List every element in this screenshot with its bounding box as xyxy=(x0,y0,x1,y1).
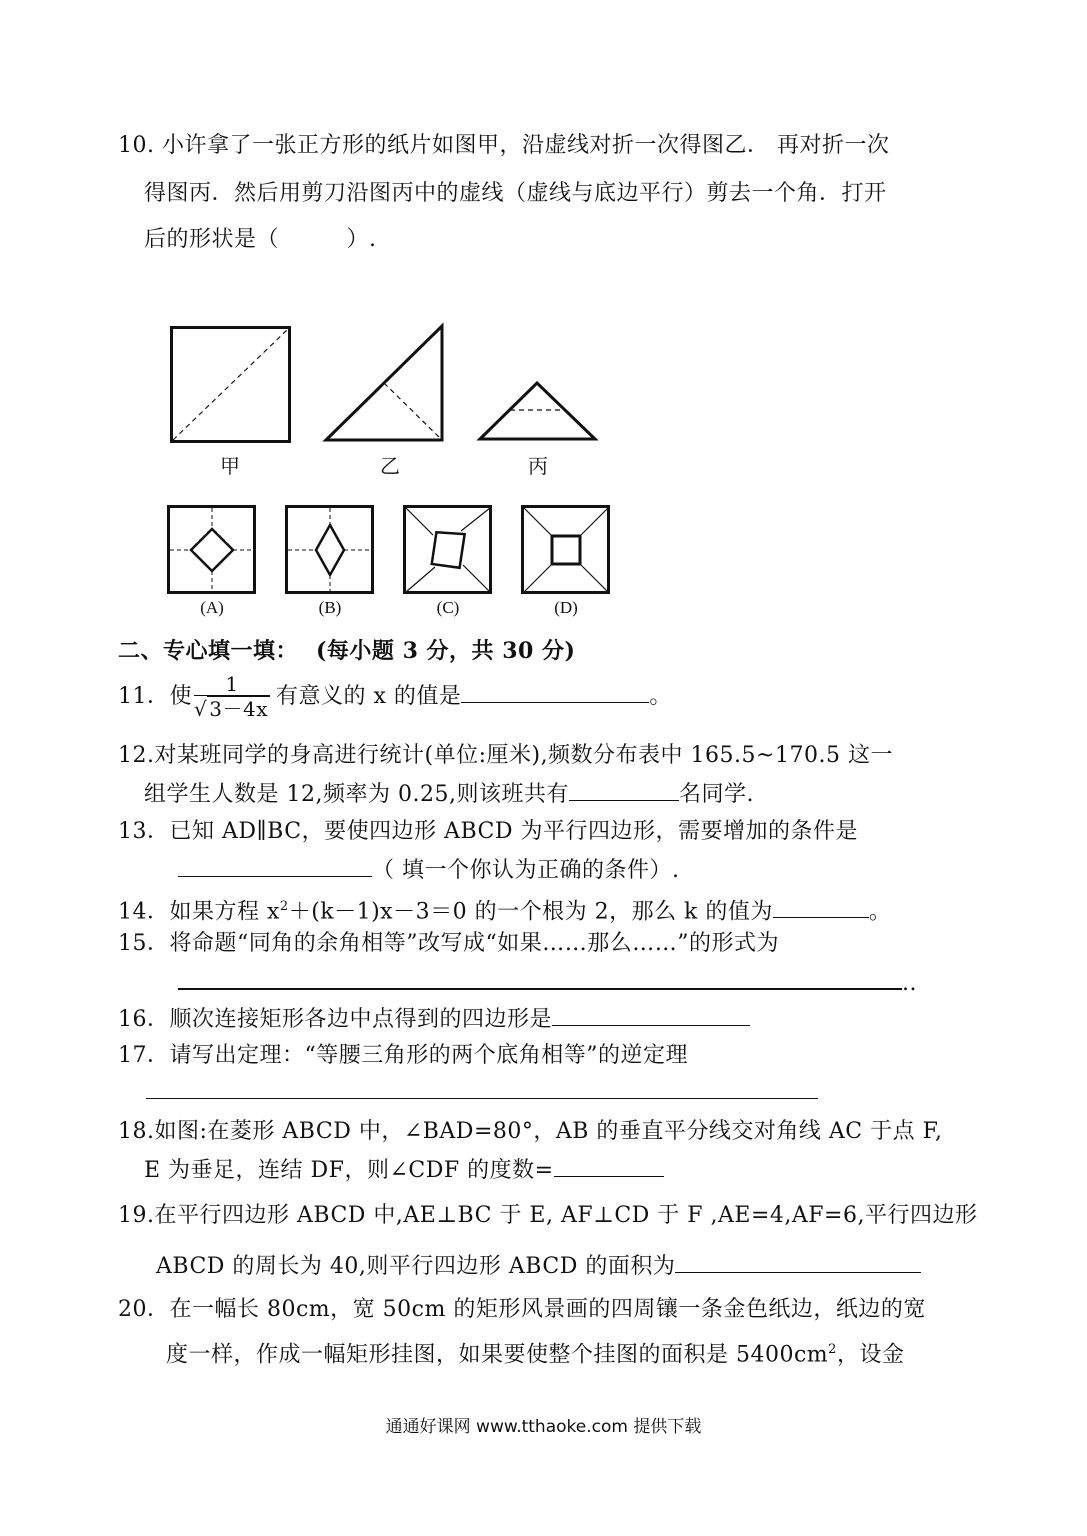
q20-line-2b: ，设金 xyxy=(836,1342,905,1368)
section-heading xyxy=(118,637,575,665)
figure-bing xyxy=(478,380,598,442)
q17-line-2 xyxy=(146,1078,818,1107)
option-d-label: (D) xyxy=(554,598,578,617)
q18-answer-blank[interactable] xyxy=(554,1156,664,1177)
option-b-figure xyxy=(285,505,375,595)
q15-answer-blank[interactable] xyxy=(178,968,902,990)
figure-yi xyxy=(324,324,446,444)
q13-line-2-text: （ 填一个你认为正确的条件）. xyxy=(372,858,680,883)
q17-answer-blank[interactable] xyxy=(146,1078,818,1099)
q18-line-2 xyxy=(144,1156,664,1185)
page-footer: 通通好课网 www.tthaoke.com 提供下载 xyxy=(385,1417,702,1437)
figure-label-jia: 甲 xyxy=(220,454,240,478)
q10-line-1: 10. 小许拿了一张正方形的纸片如图甲，沿虚线对折一次得图乙． 再对折一次 xyxy=(118,133,890,158)
q14-superscript: 2 xyxy=(279,899,289,914)
q12-line-1: 12.对某班同学的身高进行统计(单位:厘米),频数分布表中 165.5~170.5 这一 xyxy=(118,743,893,768)
q11-pre: 使 xyxy=(169,684,193,709)
q19-line-1: 19.在平行四边形 ABCD 中,AE⊥BC 于 E, AF⊥CD 于 F ,AE=4,AF=6,平行四边形 xyxy=(118,1203,978,1228)
q13-answer-blank[interactable] xyxy=(178,856,372,877)
q14-end: 。 xyxy=(868,899,892,925)
option-a-label: (A) xyxy=(200,598,224,617)
q14-answer-blank[interactable] xyxy=(773,897,869,918)
q11-post: 有意义的 x 的值是 xyxy=(276,684,462,709)
q19-answer-blank[interactable] xyxy=(675,1252,921,1273)
q11 xyxy=(118,672,672,722)
q15-line-2 xyxy=(178,968,917,998)
q16-answer-blank[interactable] xyxy=(552,1005,750,1026)
option-b-label: (B) xyxy=(318,598,342,617)
q10-line-2: 得图丙．然后用剪刀沿图丙中的虚线（虚线与底边平行）剪去一个角．打开 xyxy=(144,181,887,206)
q11-end: 。 xyxy=(649,684,672,709)
section-score-note: (每小题 3 分，共 30 分) xyxy=(316,638,576,664)
option-c-figure xyxy=(403,505,493,595)
option-c-label: (C) xyxy=(436,598,460,617)
q11-fraction: $\frac{1}{√ 3-4x}$ xyxy=(194,672,268,721)
q17-text: 17．请写出定理：“等腰三角形的两个底角相等”的逆定理 xyxy=(118,1043,688,1068)
q13-line-2 xyxy=(178,856,680,885)
q16 xyxy=(118,1005,750,1034)
q20-superscript: 2 xyxy=(828,1342,837,1357)
figure-jia xyxy=(170,326,292,444)
q18-line-1: 18.如图:在菱形 ABCD 中，∠BAD=80°，AB 的垂直平分线交对角线 AC 于点 F, xyxy=(118,1119,943,1144)
q20-line-2a: 度一样，作成一幅矩形挂图，如果要使整个挂图的面积是 5400cm xyxy=(166,1342,829,1368)
q18-line-2-text: E 为垂足，连结 DF，则∠CDF 的度数= xyxy=(144,1158,554,1183)
q15-end: .. xyxy=(902,971,917,996)
q11-radicand: 3－4x xyxy=(209,697,268,721)
q11-numerator: 1 xyxy=(194,673,270,696)
q20-line-1: 20．在一幅长 80cm，宽 50cm 的矩形风景画的四周镶一条金色纸边，纸边的宽 xyxy=(118,1297,926,1322)
q11-answer-blank[interactable] xyxy=(461,682,649,703)
option-d-figure xyxy=(521,505,611,595)
q12-line-2b: 名同学. xyxy=(678,782,754,807)
q19-line-2-text: ABCD 的周长为 40,则平行四边形 ABCD 的面积为 xyxy=(156,1254,676,1279)
q14 xyxy=(118,893,891,926)
q16-text: 16．顺次连接矩形各边中点得到的四边形是 xyxy=(118,1007,552,1032)
figure-label-bing: 丙 xyxy=(528,454,548,478)
q19-line-2 xyxy=(156,1252,921,1281)
q14-mid: ＋(k－1)x－3＝0 的一个根为 2，那么 k 的值为 xyxy=(288,899,773,925)
section-title: 二、专心填一填： xyxy=(118,638,299,664)
q12-line-2a: 组学生人数是 12,频率为 0.25,则该班共有 xyxy=(144,782,569,807)
q10-line-3: 后的形状是（ ）. xyxy=(144,227,377,252)
q13-line-1: 13．已知 AD∥BC，要使四边形 ABCD 为平行四边形，需要增加的条件是 xyxy=(118,819,859,844)
q14-pre: 14．如果方程 x xyxy=(118,899,280,925)
q15-line-1: 15．将命题“同角的余角相等”改写成“如果……那么……”的形式为 xyxy=(118,931,779,956)
option-a-figure xyxy=(167,505,257,595)
figure-label-yi: 乙 xyxy=(380,454,400,478)
q12-answer-blank[interactable] xyxy=(569,780,679,801)
q20-line-2 xyxy=(166,1336,904,1369)
q11-number: 11． xyxy=(118,684,170,709)
q12-line-2 xyxy=(144,780,754,809)
